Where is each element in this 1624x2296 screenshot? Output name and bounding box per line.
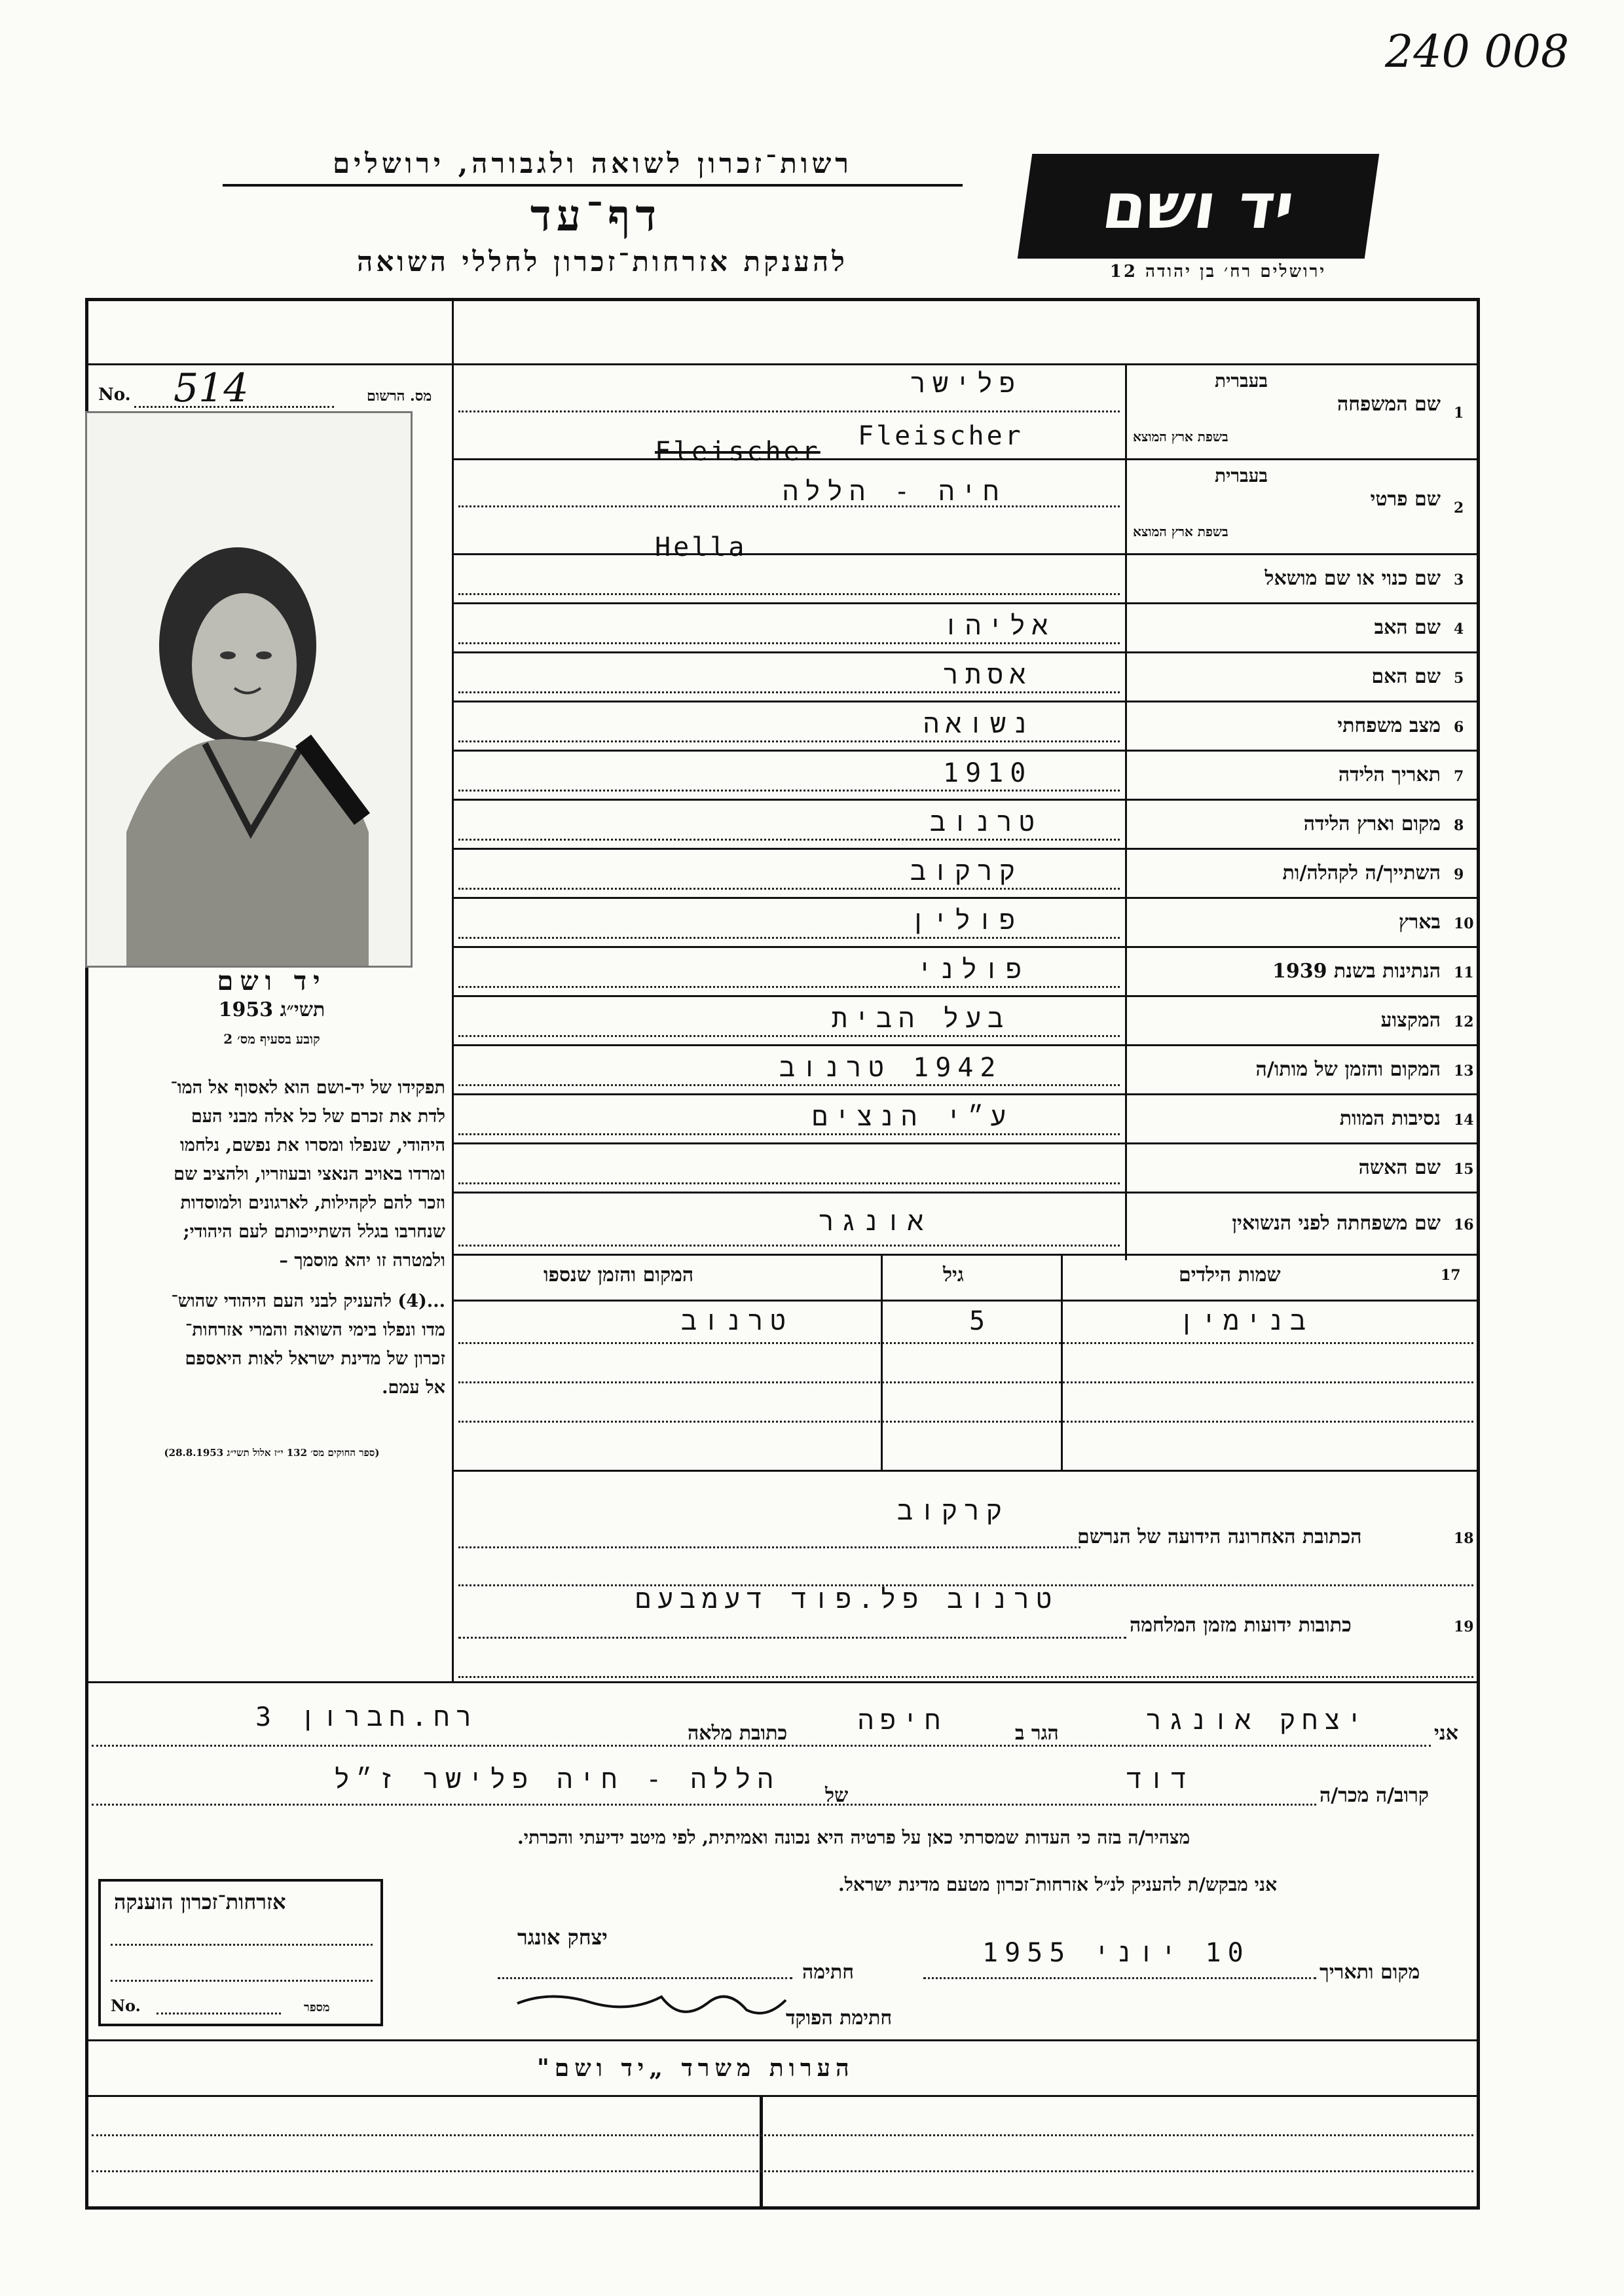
field-row-rule [452,848,1480,850]
declarant-address: רח.חברון 3 [255,1702,479,1732]
last-address-value: קרקוב [897,1496,1009,1526]
declaration-top-rule [85,1681,1480,1683]
declarant-of-name: הללה - חיה פלישר ז״ל [334,1764,780,1795]
signature-label: חתימה [802,1961,854,1984]
sidebar-text [92,1074,445,1402]
field-num: 9 [1454,866,1464,883]
field-value: ע״י הנצים [812,1101,1013,1132]
field-num: 15 [1454,1160,1474,1178]
field-value-origin: Fleischer [858,421,1024,451]
sidebar-line: אל עמם. [382,1377,445,1398]
children-col-divider-2 [1061,1254,1063,1470]
field-dots [458,1133,1120,1135]
field-value: פולין [910,905,1022,936]
field-label: שם האשה [1358,1156,1441,1179]
field-dots [458,888,1120,890]
sidebar-line: לדת את זכרם של כל אלה מבני העם [191,1106,445,1127]
declarant-signature: יצחק אונגר [517,1925,608,1950]
field-dots [458,740,1120,742]
field-label: שם פרטי [1370,488,1441,511]
field-row-rule [452,553,1480,555]
field-label: שם האם [1371,665,1441,688]
sidebar-line: ולמטרה זו יהא מוסמך – [279,1250,445,1271]
field-dots [458,1182,1120,1184]
notes-divider [760,2095,763,2210]
children-num: 17 [1441,1267,1461,1284]
field-label: שם המשפחה [1337,393,1441,416]
citizenship-box [98,1879,383,2026]
field-dots [458,410,1120,412]
declarant-address-label: כתובת מלאה [688,1722,788,1745]
field-label: המקצוע [1380,1008,1441,1032]
child-name: בנימין [1179,1306,1313,1336]
citizenship-no-label: No. [111,1996,141,2015]
field-num: 12 [1454,1013,1474,1030]
field-sub-hebrew: בעברית [1215,370,1268,392]
sidebar-year: תשי״ג 1953 [218,998,325,1021]
declarant-relation-label: קרוב/ה מכר/ה [1320,1784,1429,1807]
field-sub-origin: בשפת ארץ המוצא [1133,524,1228,539]
field-row-rule [452,1192,1480,1194]
field-dots [458,691,1120,693]
field-value: 1910 [943,757,1033,788]
field-dots [458,790,1120,792]
child-place: טרנוב [681,1306,793,1336]
field-label: שם האב [1374,615,1441,639]
children-col-place: המקום והזמן שנספו [544,1264,694,1286]
field-sub-origin: בשפת ארץ המוצא [1133,429,1228,445]
sidebar-line: שנחרבו בגלל השתייכותם לעם היהודי; [183,1222,445,1242]
field-value-origin: Hella [655,532,747,562]
left-column-divider [452,298,454,1683]
child-age: 5 [969,1306,992,1336]
field-num: 7 [1454,767,1464,785]
field-label: הנתינות בשנת 1939 [1272,959,1441,983]
children-col-divider-1 [881,1254,883,1470]
field-label: שם כנוי או שם מושאל [1264,566,1441,590]
field-row-rule [452,651,1480,653]
declarant-resides-label: הגר ב [1015,1722,1059,1745]
field-value: אליהו [943,610,1055,641]
declarant-relation: דוד [1126,1764,1194,1795]
declarant-of-label: של [825,1784,849,1807]
field-num: 6 [1454,718,1464,736]
field-row-rule [452,458,1480,460]
field-num: 1 [1454,404,1464,422]
field-label: השתייך/ה לקהלה/ות [1282,861,1441,884]
citizenship-number-label: מספר [304,2001,330,2014]
field-dots [458,1084,1120,1086]
officer-signature-label: חתימת הפוקד [786,2007,893,2030]
declarant-city: חיפה [858,1705,948,1736]
field-num: 11 [1454,964,1474,981]
field-row-rule [452,750,1480,752]
field-sub-hebrew: בעברית [1215,465,1268,486]
reg-no-label: No. [98,385,131,405]
field-num: 3 [1454,571,1464,589]
field-value-hebrew: חיה - הללה [783,477,1006,507]
children-col-age: גיל [943,1264,964,1286]
field-num: 14 [1454,1111,1474,1129]
field-value-crossed: Fleischer [655,437,821,467]
field-value-hebrew: פלישר [910,369,1022,399]
field-dots [458,1035,1120,1037]
children-col-names: שמות הילדים [1179,1264,1281,1286]
declarant-name: יצחק אונגר [1146,1705,1369,1736]
logo-text: יד ושם [1098,170,1299,243]
field-value: אונגר [819,1206,931,1237]
field-num: 5 [1454,669,1464,687]
field-value: 1942 טרנוב [779,1052,1003,1083]
field-row-rule [452,799,1480,801]
portrait-photo [85,411,413,968]
children-header-rule [452,1300,1480,1302]
sidebar-line: היהודי, שנפלו ומסרו את נפשם, נלחמו [179,1135,445,1156]
sidebar-line: זכרון של מדינת ישראל לאות היאספם [185,1349,445,1369]
sidebar-line: ...(4) להעניק לבני העם היהודי שהוש־ [171,1291,445,1311]
declaration-date: 10 יוני 1955 [982,1938,1250,1968]
sidebar-line: וזכר להם לקהילות, לארגונים ולמוסדות [180,1193,445,1213]
form-subtitle: להענקת אזרחות־זכרון לחללי השואה [357,246,848,278]
field-label: תאריך הלידה [1338,763,1441,786]
sidebar-clause: קובע בסעיף מס׳ 2 [223,1031,320,1047]
field-dots [458,1245,1120,1247]
field-value: נשואה [923,708,1035,739]
field-row-rule [452,1044,1480,1046]
field-value: קרקוב [910,856,1022,886]
field-value: פולני [917,954,1029,985]
field-value: בעל הבית [832,1003,1010,1034]
portrait-image [87,413,413,968]
field-num: 2 [1454,499,1464,517]
field-label: המקום והזמן של מותו/ה [1255,1057,1441,1081]
war-address-label: כתובות ידועות מזמן המלחמה [1130,1614,1352,1637]
yad-vashem-logo [1018,154,1379,259]
sidebar-line: תפקידו של יד-ושם הוא לאסוף אל המו־ [170,1078,445,1098]
field-row-rule [452,1093,1480,1095]
field-row-rule [452,946,1480,948]
field-num: 13 [1454,1062,1474,1080]
field-num: 8 [1454,816,1464,834]
children-top-rule [452,1254,1480,1256]
field-label: מקום וארץ הלידה [1303,812,1441,835]
sidebar-stamp: יד ושם [217,966,327,996]
field-value: אסתר [943,659,1033,690]
place-date-label: מקום ותאריך [1320,1961,1420,1984]
last-address-num: 18 [1454,1530,1474,1547]
notes-top-rule [85,2039,1480,2041]
declarant-ani: אני [1434,1722,1458,1745]
field-value: טרנוב [930,807,1042,837]
sidebar-line: מדו ונפלו בימי השואה והמרי אזרחות־ [185,1320,445,1340]
field-row-rule [452,897,1480,899]
war-address-num: 19 [1454,1618,1474,1635]
top-band-divider [85,363,1480,365]
field-num: 4 [1454,620,1464,638]
field-num: 10 [1454,915,1474,932]
authority-name: רשות־זכרון לשואה ולגבורה, ירושלים [223,147,963,187]
right-column-divider [1125,363,1127,1260]
sidebar-line: ומרדו באויב הנאצי ובעוזריו, ולהציב שם [174,1164,445,1184]
field-label: שם משפחתה לפני הנשואין [1232,1211,1441,1235]
field-num: 16 [1454,1216,1474,1233]
reg-no-hebrew-label: מס. הרשום [367,388,432,405]
citizenship-title: אזרחות־זכרון הוענקה [114,1889,286,1914]
field-row-rule [452,995,1480,997]
declaration-statement-1: מצהיר/ה בזה כי העדות שמסרתי כאן על פרטיה היא נכונה ואמיתית, לפי מיטב ידיעתי והכרתי. [517,1827,1190,1848]
field-dots [458,642,1120,644]
last-address-label: הכתובת האחרונה הידועה של הנרשם [1077,1525,1362,1548]
field-row-rule [452,1142,1480,1144]
office-notes-title: הערות משרד „יד ושם" [537,2054,855,2082]
field-label: בארץ [1398,910,1441,934]
form-title: דף־עד [530,190,662,241]
registration-no [98,365,445,412]
field-dots [458,593,1120,595]
notes-header-rule [85,2095,1480,2097]
sidebar-law-ref: (ספר החוקים מס׳ 132 י״ז אלול תשי״ג 28.8.1953) [164,1447,380,1459]
field-row-rule [452,701,1480,702]
field-dots [458,986,1120,988]
officer-signature [511,1984,799,2030]
field-label: מצב משפחתי [1337,714,1441,737]
war-address-value: טרנוב פל.פוד דעמבעם [635,1584,1059,1614]
address-line: ירושלים רח׳ בן יהודה 12 [1109,262,1327,282]
archive-number: 240 008 [1385,26,1570,78]
children-bottom-rule [452,1470,1480,1472]
field-dots [458,839,1120,841]
declaration-statement-2: אני מבקש/ת להעניק לנ״ל אזרחות־זכרון מטעם מדינת ישראל. [838,1874,1278,1895]
field-label: נסיבות המוות [1339,1106,1441,1130]
field-dots [458,937,1120,939]
reg-number: 514 [174,365,249,411]
field-row-rule [452,602,1480,604]
